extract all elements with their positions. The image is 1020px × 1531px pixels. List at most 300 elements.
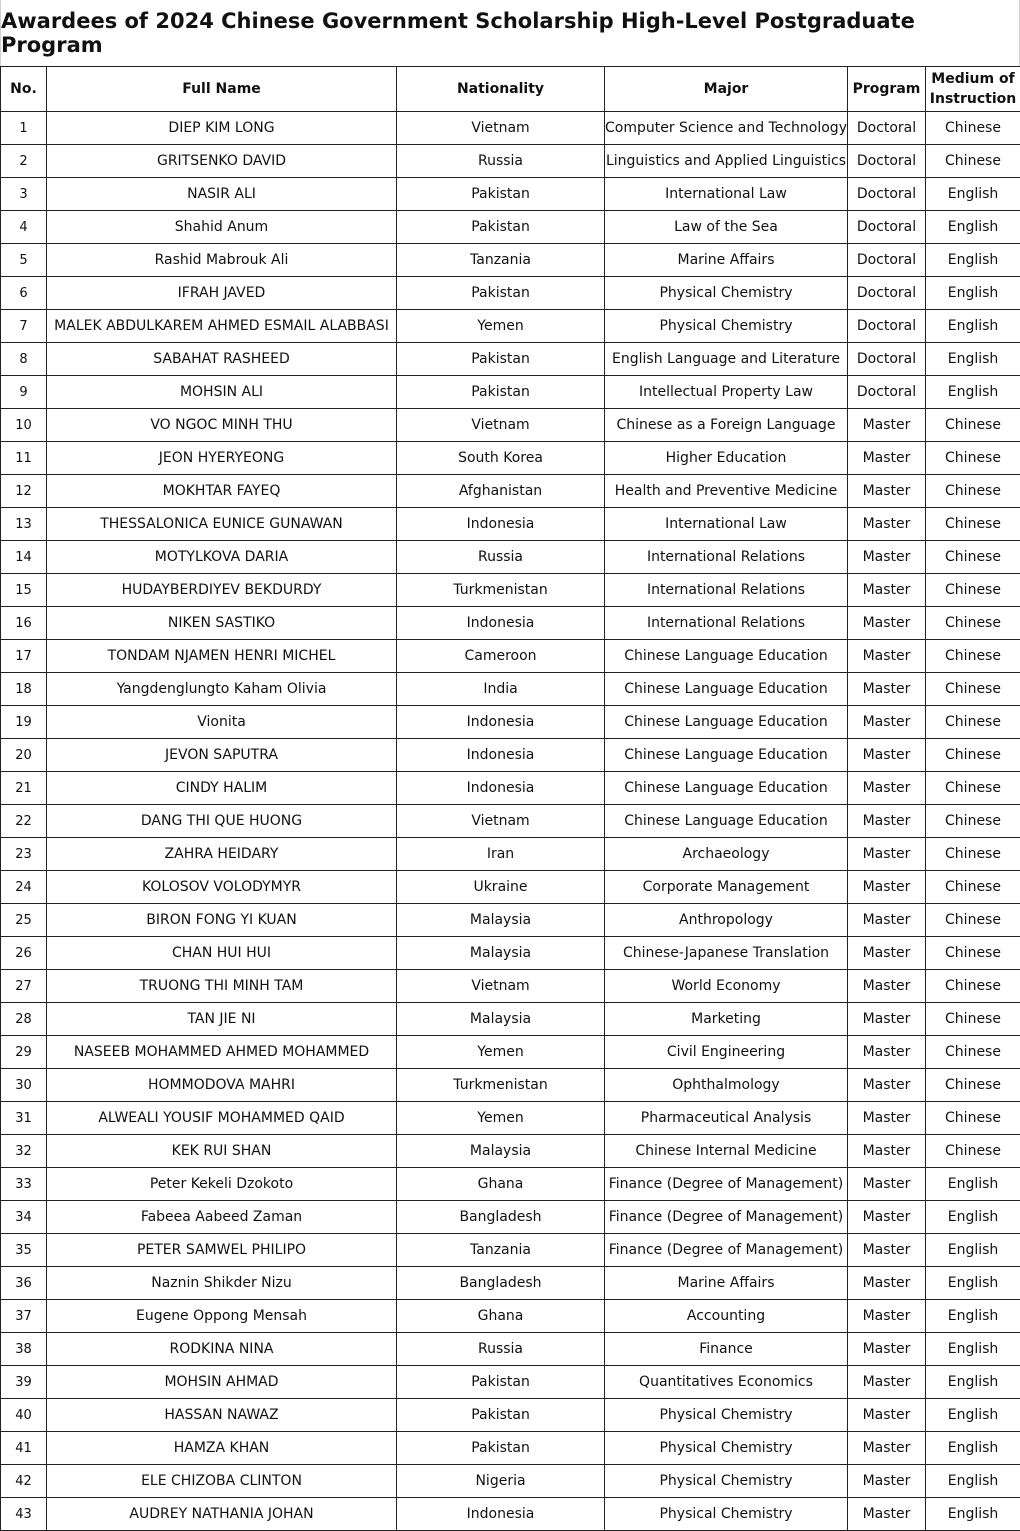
table-row [1, 1333, 1020, 1366]
full-name-cell: RODKINA NINA [47, 1333, 397, 1366]
nationality-cell: Pakistan [397, 1366, 605, 1399]
program-cell: Master [848, 1498, 926, 1531]
major-cell: Physical Chemistry [605, 1498, 848, 1531]
medium-cell: Chinese [926, 673, 1020, 706]
nationality-cell: Tanzania [397, 1234, 605, 1267]
full-name-cell: ALWEALI YOUSIF MOHAMMED QAID [47, 1102, 397, 1135]
nationality-cell: Cameroon [397, 640, 605, 673]
major-cell: Marketing [605, 1003, 848, 1036]
full-name-cell: MALEK ABDULKAREM AHMED ESMAIL ALABBASI [47, 310, 397, 343]
major-cell: Chinese Internal Medicine [605, 1135, 848, 1168]
table-row [1, 1168, 1020, 1201]
column-header-medium: Medium of Instruction [926, 67, 1020, 112]
nationality-cell: Russia [397, 1333, 605, 1366]
program-cell: Doctoral [848, 112, 926, 145]
medium-cell: Chinese [926, 1003, 1020, 1036]
program-cell: Master [848, 805, 926, 838]
major-cell: Health and Preventive Medicine [605, 475, 848, 508]
nationality-cell: Afghanistan [397, 475, 605, 508]
row-number: 24 [1, 871, 47, 904]
nationality-cell: Bangladesh [397, 1201, 605, 1234]
program-cell: Master [848, 1333, 926, 1366]
column-header-program: Program [848, 67, 926, 112]
row-number: 40 [1, 1399, 47, 1432]
program-cell: Doctoral [848, 310, 926, 343]
full-name-cell: ZAHRA HEIDARY [47, 838, 397, 871]
row-number: 7 [1, 310, 47, 343]
medium-cell: Chinese [926, 739, 1020, 772]
medium-cell: Chinese [926, 805, 1020, 838]
major-cell: Computer Science and Technology [605, 112, 848, 145]
nationality-cell: Vietnam [397, 805, 605, 838]
full-name-cell: HUDAYBERDIYEV BEKDURDY [47, 574, 397, 607]
table-row [1, 937, 1020, 970]
row-number: 36 [1, 1267, 47, 1300]
major-cell: Quantitatives Economics [605, 1366, 848, 1399]
row-number: 5 [1, 244, 47, 277]
major-cell: Finance [605, 1333, 848, 1366]
medium-cell: Chinese [926, 838, 1020, 871]
medium-cell: Chinese [926, 607, 1020, 640]
header-row [1, 67, 1020, 112]
nationality-cell: Turkmenistan [397, 574, 605, 607]
major-cell: Finance (Degree of Management) [605, 1234, 848, 1267]
row-number: 39 [1, 1366, 47, 1399]
nationality-cell: Pakistan [397, 277, 605, 310]
medium-cell: Chinese [926, 1135, 1020, 1168]
table-row [1, 145, 1020, 178]
major-cell: Physical Chemistry [605, 1465, 848, 1498]
major-cell: Ophthalmology [605, 1069, 848, 1102]
medium-cell: English [926, 211, 1020, 244]
program-cell: Master [848, 673, 926, 706]
row-number: 38 [1, 1333, 47, 1366]
medium-cell: Chinese [926, 706, 1020, 739]
table-row [1, 112, 1020, 145]
major-cell: World Economy [605, 970, 848, 1003]
full-name-cell: BIRON FONG YI KUAN [47, 904, 397, 937]
full-name-cell: JEVON SAPUTRA [47, 739, 397, 772]
medium-cell: English [926, 178, 1020, 211]
medium-cell: Chinese [926, 871, 1020, 904]
nationality-cell: Yemen [397, 1102, 605, 1135]
program-cell: Doctoral [848, 145, 926, 178]
medium-cell: Chinese [926, 145, 1020, 178]
medium-cell: Chinese [926, 574, 1020, 607]
nationality-cell: Pakistan [397, 343, 605, 376]
nationality-cell: Ghana [397, 1300, 605, 1333]
nationality-cell: Russia [397, 145, 605, 178]
major-cell: Physical Chemistry [605, 1432, 848, 1465]
row-number: 27 [1, 970, 47, 1003]
medium-cell: English [926, 1498, 1020, 1531]
table-row [1, 706, 1020, 739]
nationality-cell: Malaysia [397, 904, 605, 937]
table-row [1, 1069, 1020, 1102]
row-number: 32 [1, 1135, 47, 1168]
full-name-cell: ELE CHIZOBA CLINTON [47, 1465, 397, 1498]
program-cell: Master [848, 706, 926, 739]
program-cell: Master [848, 970, 926, 1003]
nationality-cell: Pakistan [397, 211, 605, 244]
major-cell: Chinese Language Education [605, 673, 848, 706]
row-number: 18 [1, 673, 47, 706]
full-name-cell: GRITSENKO DAVID [47, 145, 397, 178]
row-number: 31 [1, 1102, 47, 1135]
medium-cell: Chinese [926, 937, 1020, 970]
medium-cell: Chinese [926, 541, 1020, 574]
table-row [1, 772, 1020, 805]
major-cell: International Relations [605, 541, 848, 574]
medium-cell: Chinese [926, 1102, 1020, 1135]
medium-cell: Chinese [926, 1069, 1020, 1102]
medium-cell: Chinese [926, 970, 1020, 1003]
nationality-cell: Ghana [397, 1168, 605, 1201]
major-cell: Chinese Language Education [605, 739, 848, 772]
medium-cell: English [926, 244, 1020, 277]
major-cell: Chinese Language Education [605, 805, 848, 838]
nationality-cell: Indonesia [397, 772, 605, 805]
table-row [1, 178, 1020, 211]
full-name-cell: NASEEB MOHAMMED AHMED MOHAMMED [47, 1036, 397, 1069]
full-name-cell: TAN JIE NI [47, 1003, 397, 1036]
nationality-cell: Yemen [397, 1036, 605, 1069]
row-number: 20 [1, 739, 47, 772]
row-number: 15 [1, 574, 47, 607]
major-cell: Physical Chemistry [605, 310, 848, 343]
nationality-cell: Malaysia [397, 1003, 605, 1036]
major-cell: Accounting [605, 1300, 848, 1333]
medium-cell: Chinese [926, 1036, 1020, 1069]
table-row [1, 376, 1020, 409]
program-cell: Master [848, 1465, 926, 1498]
program-cell: Doctoral [848, 343, 926, 376]
table-row [1, 310, 1020, 343]
table-row [1, 244, 1020, 277]
nationality-cell: Yemen [397, 310, 605, 343]
nationality-cell: Indonesia [397, 508, 605, 541]
table-row [1, 1366, 1020, 1399]
row-number: 6 [1, 277, 47, 310]
major-cell: Corporate Management [605, 871, 848, 904]
nationality-cell: South Korea [397, 442, 605, 475]
table-row [1, 1498, 1020, 1531]
program-cell: Master [848, 1300, 926, 1333]
medium-cell: English [926, 376, 1020, 409]
major-cell: International Relations [605, 574, 848, 607]
medium-cell: Chinese [926, 904, 1020, 937]
row-number: 22 [1, 805, 47, 838]
table-row [1, 343, 1020, 376]
nationality-cell: Pakistan [397, 1432, 605, 1465]
medium-cell: English [926, 1201, 1020, 1234]
row-number: 33 [1, 1168, 47, 1201]
full-name-cell: KEK RUI SHAN [47, 1135, 397, 1168]
table-row [1, 805, 1020, 838]
medium-cell: English [926, 310, 1020, 343]
program-cell: Master [848, 640, 926, 673]
page-title: Awardees of 2024 Chinese Government Scholarship High-Level Postgraduate Program [0, 0, 1020, 66]
row-number: 29 [1, 1036, 47, 1069]
table-row [1, 1003, 1020, 1036]
program-cell: Master [848, 1135, 926, 1168]
program-cell: Master [848, 1168, 926, 1201]
full-name-cell: IFRAH JAVED [47, 277, 397, 310]
major-cell: International Law [605, 508, 848, 541]
nationality-cell: Turkmenistan [397, 1069, 605, 1102]
column-header-full-name: Full Name [47, 67, 397, 112]
program-cell: Doctoral [848, 211, 926, 244]
row-number: 1 [1, 112, 47, 145]
nationality-cell: Vietnam [397, 112, 605, 145]
row-number: 13 [1, 508, 47, 541]
major-cell: Archaeology [605, 838, 848, 871]
major-cell: Linguistics and Applied Linguistics [605, 145, 848, 178]
nationality-cell: Bangladesh [397, 1267, 605, 1300]
medium-cell: English [926, 1432, 1020, 1465]
row-number: 28 [1, 1003, 47, 1036]
table-row [1, 211, 1020, 244]
table-row [1, 442, 1020, 475]
column-header-no: No. [1, 67, 47, 112]
full-name-cell: MOHSIN AHMAD [47, 1366, 397, 1399]
table-row [1, 1036, 1020, 1069]
program-cell: Master [848, 871, 926, 904]
row-number: 12 [1, 475, 47, 508]
full-name-cell: HAMZA KHAN [47, 1432, 397, 1465]
row-number: 11 [1, 442, 47, 475]
nationality-cell: Iran [397, 838, 605, 871]
program-cell: Master [848, 1201, 926, 1234]
program-cell: Doctoral [848, 178, 926, 211]
medium-cell: English [926, 1366, 1020, 1399]
full-name-cell: JEON HYERYEONG [47, 442, 397, 475]
full-name-cell: THESSALONICA EUNICE GUNAWAN [47, 508, 397, 541]
nationality-cell: Pakistan [397, 376, 605, 409]
column-header-major: Major [605, 67, 848, 112]
table-row [1, 673, 1020, 706]
program-cell: Master [848, 1069, 926, 1102]
table-row [1, 409, 1020, 442]
full-name-cell: HOMMODOVA MAHRI [47, 1069, 397, 1102]
table-row [1, 541, 1020, 574]
full-name-cell: Peter Kekeli Dzokoto [47, 1168, 397, 1201]
nationality-cell: Ukraine [397, 871, 605, 904]
full-name-cell: MOKHTAR FAYEQ [47, 475, 397, 508]
row-number: 43 [1, 1498, 47, 1531]
medium-cell: Chinese [926, 508, 1020, 541]
program-cell: Master [848, 739, 926, 772]
column-header-nationality: Nationality [397, 67, 605, 112]
table-row [1, 1135, 1020, 1168]
table-row [1, 739, 1020, 772]
program-cell: Master [848, 574, 926, 607]
table-row [1, 1234, 1020, 1267]
nationality-cell: Vietnam [397, 970, 605, 1003]
table-row [1, 1465, 1020, 1498]
full-name-cell: SABAHAT RASHEED [47, 343, 397, 376]
nationality-cell: Indonesia [397, 706, 605, 739]
full-name-cell: KOLOSOV VOLODYMYR [47, 871, 397, 904]
table-row [1, 970, 1020, 1003]
nationality-cell: India [397, 673, 605, 706]
major-cell: Civil Engineering [605, 1036, 848, 1069]
major-cell: Chinese as a Foreign Language [605, 409, 848, 442]
row-number: 25 [1, 904, 47, 937]
program-cell: Doctoral [848, 277, 926, 310]
full-name-cell: DANG THI QUE HUONG [47, 805, 397, 838]
full-name-cell: CINDY HALIM [47, 772, 397, 805]
program-cell: Master [848, 1036, 926, 1069]
row-number: 14 [1, 541, 47, 574]
major-cell: Chinese Language Education [605, 640, 848, 673]
major-cell: International Law [605, 178, 848, 211]
medium-cell: Chinese [926, 409, 1020, 442]
medium-cell: English [926, 343, 1020, 376]
medium-cell: English [926, 1333, 1020, 1366]
major-cell: English Language and Literature [605, 343, 848, 376]
major-cell: International Relations [605, 607, 848, 640]
full-name-cell: HASSAN NAWAZ [47, 1399, 397, 1432]
table-row [1, 1201, 1020, 1234]
medium-cell: English [926, 1300, 1020, 1333]
row-number: 41 [1, 1432, 47, 1465]
program-cell: Master [848, 442, 926, 475]
table-row [1, 1102, 1020, 1135]
nationality-cell: Russia [397, 541, 605, 574]
full-name-cell: Shahid Anum [47, 211, 397, 244]
full-name-cell: MOTYLKOVA DARIA [47, 541, 397, 574]
table-row [1, 1432, 1020, 1465]
table-row [1, 838, 1020, 871]
medium-cell: Chinese [926, 442, 1020, 475]
table-row [1, 1267, 1020, 1300]
medium-cell: English [926, 1168, 1020, 1201]
nationality-cell: Malaysia [397, 937, 605, 970]
program-cell: Master [848, 1234, 926, 1267]
awardees-table [0, 66, 1020, 1531]
nationality-cell: Indonesia [397, 607, 605, 640]
full-name-cell: TONDAM NJAMEN HENRI MICHEL [47, 640, 397, 673]
row-number: 8 [1, 343, 47, 376]
major-cell: Finance (Degree of Management) [605, 1201, 848, 1234]
nationality-cell: Malaysia [397, 1135, 605, 1168]
medium-cell: English [926, 1267, 1020, 1300]
program-cell: Master [848, 1399, 926, 1432]
major-cell: Chinese Language Education [605, 706, 848, 739]
full-name-cell: Rashid Mabrouk Ali [47, 244, 397, 277]
program-cell: Doctoral [848, 244, 926, 277]
full-name-cell: MOHSIN ALI [47, 376, 397, 409]
program-cell: Master [848, 1102, 926, 1135]
table-row [1, 1399, 1020, 1432]
major-cell: Intellectual Property Law [605, 376, 848, 409]
major-cell: Physical Chemistry [605, 277, 848, 310]
program-cell: Master [848, 838, 926, 871]
row-number: 16 [1, 607, 47, 640]
medium-cell: Chinese [926, 772, 1020, 805]
full-name-cell: Naznin Shikder Nizu [47, 1267, 397, 1300]
row-number: 17 [1, 640, 47, 673]
full-name-cell: Vionita [47, 706, 397, 739]
medium-cell: English [926, 1465, 1020, 1498]
row-number: 23 [1, 838, 47, 871]
medium-cell: Chinese [926, 640, 1020, 673]
full-name-cell: NASIR ALI [47, 178, 397, 211]
program-cell: Master [848, 607, 926, 640]
table-row [1, 1300, 1020, 1333]
row-number: 30 [1, 1069, 47, 1102]
row-number: 3 [1, 178, 47, 211]
program-cell: Master [848, 904, 926, 937]
nationality-cell: Indonesia [397, 1498, 605, 1531]
table-row [1, 574, 1020, 607]
row-number: 34 [1, 1201, 47, 1234]
medium-cell: Chinese [926, 112, 1020, 145]
table-row [1, 277, 1020, 310]
major-cell: Physical Chemistry [605, 1399, 848, 1432]
row-number: 21 [1, 772, 47, 805]
program-cell: Master [848, 1366, 926, 1399]
table-row [1, 607, 1020, 640]
program-cell: Master [848, 937, 926, 970]
full-name-cell: Yangdenglungto Kaham Olivia [47, 673, 397, 706]
full-name-cell: NIKEN SASTIKO [47, 607, 397, 640]
program-cell: Master [848, 475, 926, 508]
row-number: 37 [1, 1300, 47, 1333]
program-cell: Master [848, 508, 926, 541]
major-cell: Higher Education [605, 442, 848, 475]
program-cell: Master [848, 1267, 926, 1300]
row-number: 26 [1, 937, 47, 970]
table-row [1, 640, 1020, 673]
medium-cell: English [926, 277, 1020, 310]
full-name-cell: Fabeea Aabeed Zaman [47, 1201, 397, 1234]
program-cell: Master [848, 541, 926, 574]
row-number: 2 [1, 145, 47, 178]
program-cell: Master [848, 772, 926, 805]
major-cell: Finance (Degree of Management) [605, 1168, 848, 1201]
table-row [1, 508, 1020, 541]
major-cell: Marine Affairs [605, 1267, 848, 1300]
full-name-cell: CHAN HUI HUI [47, 937, 397, 970]
table-row [1, 475, 1020, 508]
row-number: 42 [1, 1465, 47, 1498]
program-cell: Doctoral [848, 376, 926, 409]
row-number: 10 [1, 409, 47, 442]
full-name-cell: AUDREY NATHANIA JOHAN [47, 1498, 397, 1531]
full-name-cell: DIEP KIM LONG [47, 112, 397, 145]
table-row [1, 871, 1020, 904]
medium-cell: English [926, 1234, 1020, 1267]
row-number: 35 [1, 1234, 47, 1267]
program-cell: Master [848, 1003, 926, 1036]
row-number: 19 [1, 706, 47, 739]
full-name-cell: Eugene Oppong Mensah [47, 1300, 397, 1333]
nationality-cell: Pakistan [397, 178, 605, 211]
nationality-cell: Indonesia [397, 739, 605, 772]
nationality-cell: Tanzania [397, 244, 605, 277]
table-row [1, 904, 1020, 937]
program-cell: Master [848, 1432, 926, 1465]
nationality-cell: Vietnam [397, 409, 605, 442]
major-cell: Chinese Language Education [605, 772, 848, 805]
medium-cell: English [926, 1399, 1020, 1432]
major-cell: Marine Affairs [605, 244, 848, 277]
major-cell: Anthropology [605, 904, 848, 937]
major-cell: Law of the Sea [605, 211, 848, 244]
full-name-cell: VO NGOC MINH THU [47, 409, 397, 442]
